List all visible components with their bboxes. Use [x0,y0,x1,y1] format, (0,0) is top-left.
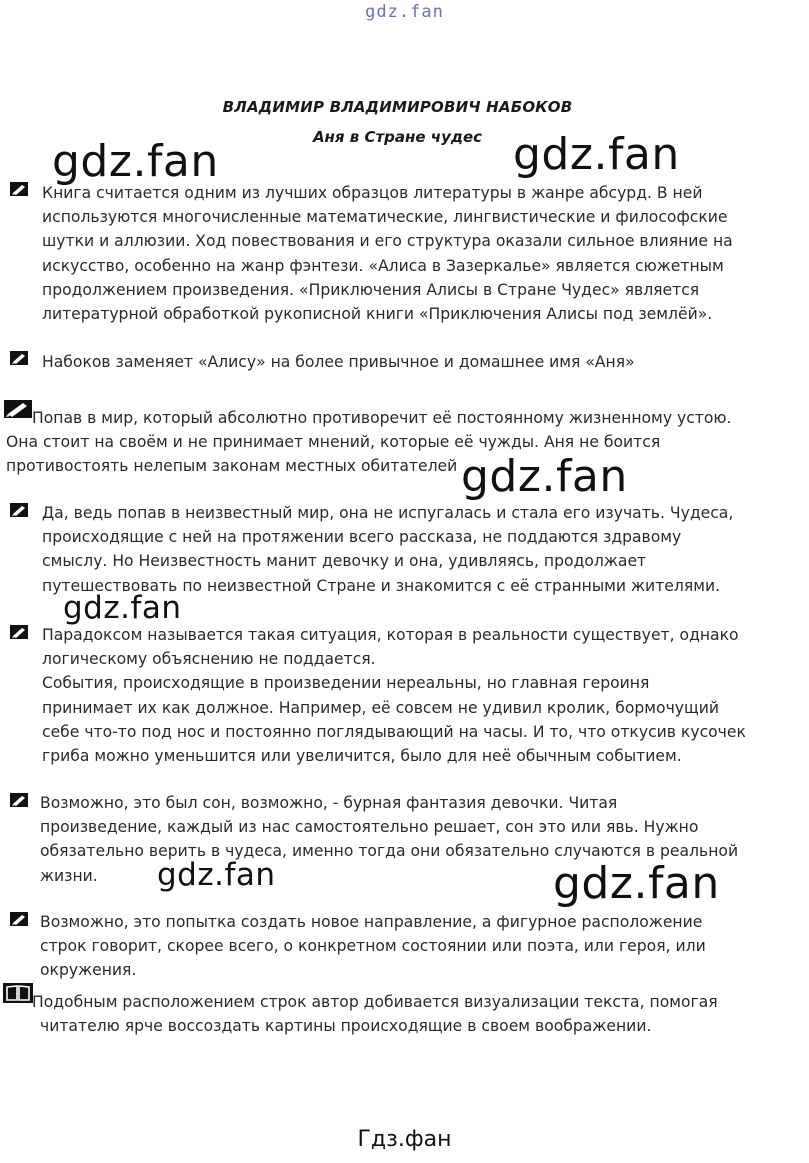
paragraph-7: Возможно, это попытка создать новое направление, а фигурное расположение строк говорит, скорее всего, о конкретном состоянии или поэта, или героя, или окружения. [40,913,706,980]
watermark: gdz.fan [461,451,628,502]
footer-watermark: Гдз.фан [357,1127,452,1152]
header-watermark: gdz.fan [365,2,444,22]
pencil-icon [10,503,28,517]
paragraph-3: Попав в мир, который абсолютно противоречит её постоянному жизненному устою. Она стоит на своём и не принимает мнений, которые её чужды. Аня не боится противостоять нелепым законам местных обитателей [6,409,732,476]
watermark: gdz.fan [52,136,219,187]
paragraph-4: Да, ведь попав в неизвестный мир, она не испугалась и стала его изучать. Чудеса, происходящие с ней на протяжении всего рассказа, не поддаются здравому смыслу. Но Неизвестность манит девочку и она, удивляясь, продолжает путешествовать по неизвестной Стране и знакомится с её странными жителями. [42,504,734,595]
paragraph-6: Возможно, это был сон, возможно, - бурная фантазия девочки. Читая произведение, каждый из нас самостоятельно решает, сон это или явь. Нужно обязательно верить в чудеса, именно тогда они обязательно случаются в реальной жизни. [40,794,739,885]
watermark: gdz.fan [63,590,182,626]
paragraph-2: Набоков заменяет «Алису» на более привычное и домашнее имя «Аня» [42,353,635,371]
pencil-icon [10,625,28,639]
watermark: gdz.fan [157,857,276,893]
pencil-icon [10,182,28,196]
watermark: gdz.fan [513,129,680,180]
pencil-icon [10,793,28,807]
paragraph-1: Книга считается одним из лучших образцов литературы в жанре абсурд. В ней используются многочисленные математические, лингвистические и философские шутки и аллюзии. Ход повествования и его структура оказали сильное влияние на искусство, особенно на жанр фэнтези. «Алиса в Зазеркалье» является сюжетным продолжением произведения. «Приключения Алисы в Стране Чудес» является литературной обработкой рукописной книги «Приключения Алисы под землёй». [42,184,733,324]
work-title: Аня в Стране чудес [312,128,483,146]
author-heading: ВЛАДИМИР ВЛАДИМИРОВИЧ НАБОКОВ [222,98,573,116]
watermark: gdz.fan [553,858,720,909]
pencil-icon [10,351,28,365]
pencil-icon [10,912,28,926]
paragraph-8: Подобным расположением строк автор добивается визуализации текста, помогая читателю ярче воссоздать картины происходящие в своем воображении. [32,993,718,1036]
book-icon [3,983,33,1003]
paragraph-5: Парадоксом называется такая ситуация, которая в реальности существует, однако логическому объяснению не поддается. События, происходящие в произведении нереальны, но главная героиня принимает их как должное. Например, её совсем не удивил кролик, бормочущий себе что-то под нос и постоянно поглядывающий на часы. И то, что откусив кусочек гриба можно уменьшится или увеличится, было для неё обычным событием. [42,626,746,766]
